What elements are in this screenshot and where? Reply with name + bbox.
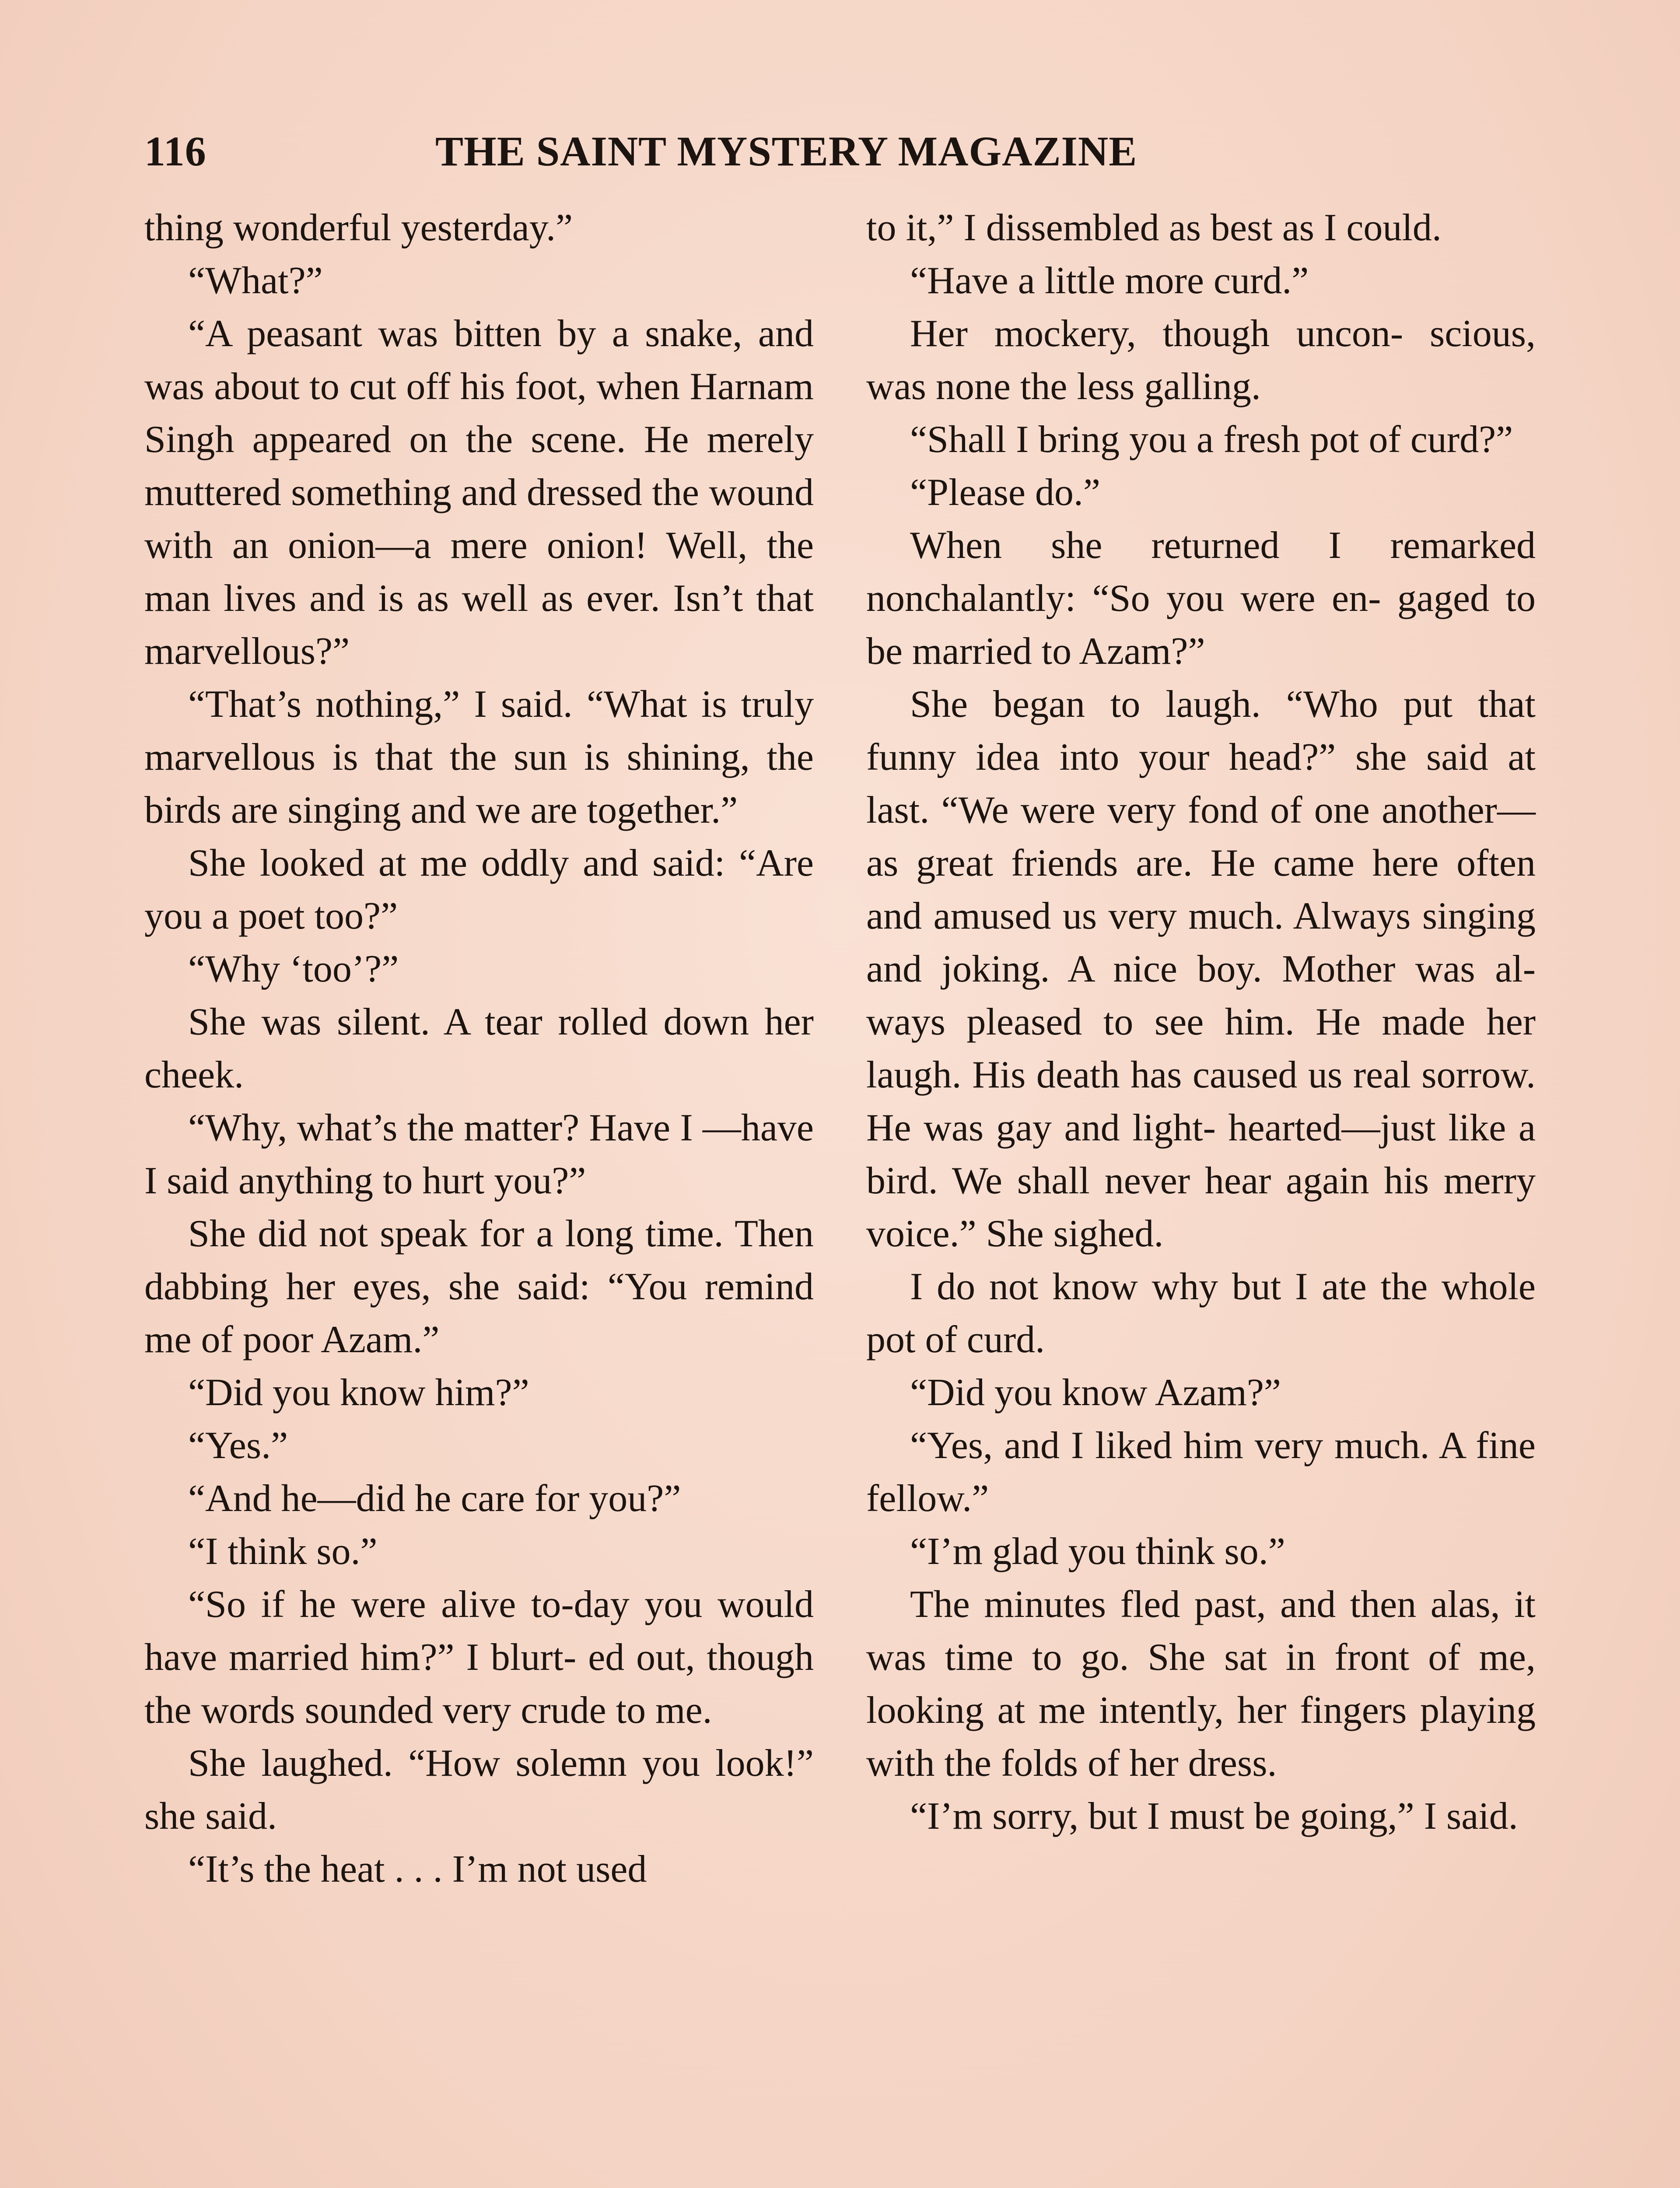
paragraph: “Please do.”	[910, 471, 1100, 514]
paragraph: She began to laugh. “Who put that funny idea into your head?” she said at last. “We were very fond of one another—as great friends are. He came here often and amused us very much. Always singing and joking. A nice boy. Mother was al- ways pleased to see him. He made her laugh. His death has caused us real sorrow. He was gay and light- hearted—just like a bird. We shall never hear again his merry voice.” She sighed.	[866, 683, 1536, 1255]
magazine-title: THE SAINT MYSTERY MAGAZINE	[435, 128, 1138, 175]
paragraph: “That’s nothing,” I said. “What is truly marvellous is that the sun is shining, the birds are singing and we are together.”	[144, 683, 814, 831]
paragraph: “Yes.”	[188, 1424, 288, 1467]
paragraph: “Did you know him?”	[188, 1371, 529, 1414]
page-header	[144, 127, 1536, 193]
paragraph: The minutes fled past, and then alas, it was time to go. She sat in front of me, looking at me intently, her fingers playing with the folds of her dress.	[866, 1583, 1536, 1785]
right-column	[866, 201, 1536, 1843]
paragraph: “What?”	[188, 259, 323, 302]
paragraph: “Why, what’s the matter? Have I —have I said anything to hurt you?”	[144, 1107, 814, 1202]
paragraph: “Did you know Azam?”	[910, 1371, 1281, 1414]
paragraph: Her mockery, though uncon- scious, was none the less galling.	[866, 312, 1536, 408]
paragraph: I do not know why but I ate the whole pot of curd.	[866, 1266, 1536, 1361]
page-number: 116	[144, 128, 206, 175]
left-column	[144, 201, 814, 1896]
paragraph: “It’s the heat . . . I’m not used	[188, 1848, 647, 1890]
paragraph: to it,” I dissembled as best as I could.	[866, 207, 1442, 249]
paragraph: “So if he were alive to-day you would have married him?” I blurt- ed out, though the words sounded very crude to me.	[144, 1583, 814, 1732]
paragraph: “I think so.”	[188, 1530, 378, 1573]
paragraph: “A peasant was bitten by a snake, and was about to cut off his foot, when Harnam Singh appeared on the scene. He merely muttered something and dressed the wound with an onion—a mere onion! Well, the man lives and is as well as ever. Isn’t that marvellous?”	[144, 312, 814, 673]
paragraph: She was silent. A tear rolled down her cheek.	[144, 1001, 814, 1096]
paragraph: “Have a little more curd.”	[910, 259, 1309, 302]
paragraph: “I’m sorry, but I must be going,” I said.	[910, 1795, 1518, 1837]
paragraph: thing wonderful yesterday.”	[144, 207, 573, 249]
paragraph: “Yes, and I liked him very much. A fine fellow.”	[866, 1424, 1536, 1520]
paragraph: She looked at me oddly and said: “Are you a poet too?”	[144, 842, 814, 937]
paragraph: “Shall I bring you a fresh pot of curd?”	[910, 418, 1513, 461]
paragraph: “I’m glad you think so.”	[910, 1530, 1285, 1573]
paragraph: “And he—did he care for you?”	[188, 1477, 681, 1520]
paragraph: She laughed. “How solemn you look!” she said.	[144, 1742, 814, 1837]
paragraph: When she returned I remarked nonchalantly: “So you were en- gaged to be married to Azam?”	[866, 524, 1536, 673]
paragraph: “Why ‘too’?”	[188, 948, 399, 990]
paragraph: She did not speak for a long time. Then dabbing her eyes, she said: “You remind me of poor Azam.”	[144, 1213, 814, 1361]
